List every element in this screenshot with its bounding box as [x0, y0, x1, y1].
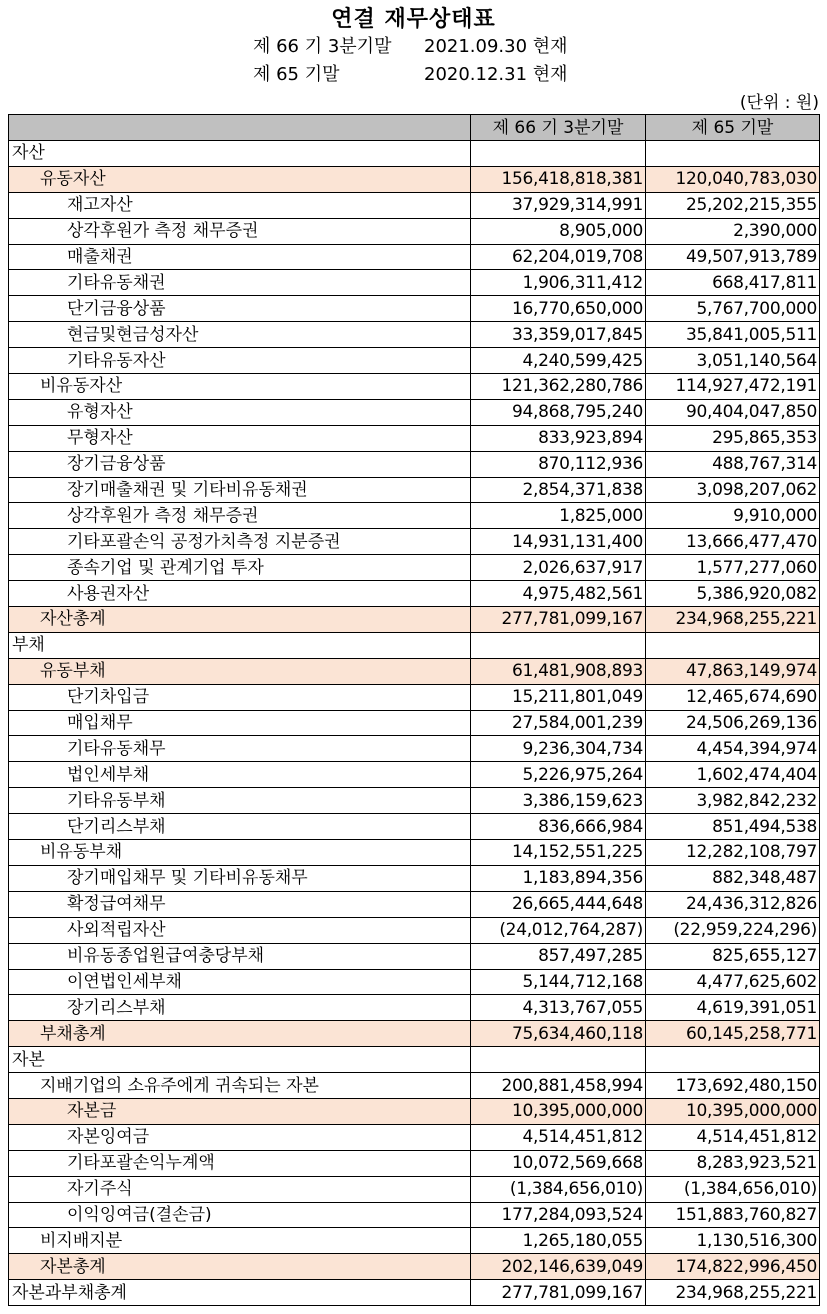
current-period-value: 177,284,093,524: [471, 1202, 646, 1228]
table-row: [9, 425, 820, 451]
current-period-value: 277,781,099,167: [471, 607, 646, 633]
prior-period-value: 1,130,516,300: [646, 1228, 820, 1254]
current-period-value: [471, 1047, 646, 1073]
account-name: 기타유동자산: [9, 348, 471, 374]
table-row: [9, 1228, 820, 1254]
table-row: [9, 503, 820, 529]
current-period-value: [471, 632, 646, 658]
prior-period-value: 3,051,140,564: [646, 348, 820, 374]
account-name: 무형자산: [9, 425, 471, 451]
table-row: [9, 840, 820, 866]
current-period-value: 15,211,801,049: [471, 684, 646, 710]
prior-period-value: 47,863,149,974: [646, 658, 820, 684]
table-row: [9, 1098, 820, 1124]
header-prior-period: 제 65 기말: [646, 115, 820, 141]
table-row: [9, 1254, 820, 1280]
prior-period-value: 1,602,474,404: [646, 762, 820, 788]
current-period-value: 833,923,894: [471, 425, 646, 451]
account-name: 매출채권: [9, 244, 471, 270]
table-row: [9, 943, 820, 969]
table-row: [9, 1176, 820, 1202]
prior-period-value: 1,577,277,060: [646, 555, 820, 581]
account-name: 상각후원가 측정 채무증권: [9, 218, 471, 244]
account-name: 장기리스부채: [9, 995, 471, 1021]
account-name: 확정급여채무: [9, 891, 471, 917]
prior-period-value: 9,910,000: [646, 503, 820, 529]
current-period-value: 156,418,818,381: [471, 166, 646, 192]
account-name: 비지배지분: [9, 1228, 471, 1254]
account-name: 법인세부채: [9, 762, 471, 788]
table-row: [9, 348, 820, 374]
table-row: [9, 529, 820, 555]
current-period-value: 5,144,712,168: [471, 969, 646, 995]
table-row: [9, 270, 820, 296]
current-period-value: [471, 141, 646, 167]
account-name: 사용권자산: [9, 581, 471, 607]
account-name: 장기금융상품: [9, 451, 471, 477]
prior-period-value: 3,982,842,232: [646, 788, 820, 814]
prior-period-value: 4,477,625,602: [646, 969, 820, 995]
table-row: [9, 1124, 820, 1150]
period-current-date: 2021.09.30 현재: [424, 36, 568, 57]
account-name: 기타포괄손익누계액: [9, 1150, 471, 1176]
table-row: [9, 555, 820, 581]
table-row: [9, 762, 820, 788]
table-row: [9, 788, 820, 814]
current-period-value: 8,905,000: [471, 218, 646, 244]
current-period-value: 121,362,280,786: [471, 374, 646, 400]
table-row: [9, 244, 820, 270]
table-row: [9, 1202, 820, 1228]
account-name: 종속기업 및 관계기업 투자: [9, 555, 471, 581]
account-name: 상각후원가 측정 채무증권: [9, 503, 471, 529]
current-period-value: 14,152,551,225: [471, 840, 646, 866]
account-name: 이연법인세부채: [9, 969, 471, 995]
current-period-value: 2,026,637,917: [471, 555, 646, 581]
prior-period-value: 35,841,005,511: [646, 322, 820, 348]
table-row: [9, 658, 820, 684]
current-period-value: 870,112,936: [471, 451, 646, 477]
table-row: [9, 969, 820, 995]
prior-period-value: 49,507,913,789: [646, 244, 820, 270]
current-period-value: (1,384,656,010): [471, 1176, 646, 1202]
account-name: 단기리스부채: [9, 814, 471, 840]
header-account: [9, 115, 471, 141]
prior-period-value: 8,283,923,521: [646, 1150, 820, 1176]
current-period-value: 33,359,017,845: [471, 322, 646, 348]
current-period-value: 4,240,599,425: [471, 348, 646, 374]
period-prior-date: 2020.12.31 현재: [424, 64, 568, 85]
current-period-value: 4,313,767,055: [471, 995, 646, 1021]
current-period-value: 75,634,460,118: [471, 1021, 646, 1047]
current-period-value: 37,929,314,991: [471, 192, 646, 218]
table-row: [9, 1047, 820, 1073]
table-row: [9, 891, 820, 917]
table-row: [9, 451, 820, 477]
table-row: [9, 399, 820, 425]
table-row: [9, 322, 820, 348]
prior-period-value: 488,767,314: [646, 451, 820, 477]
account-name: 재고자산: [9, 192, 471, 218]
table-row: [9, 684, 820, 710]
account-name: 자본: [9, 1047, 471, 1073]
current-period-value: 4,514,451,812: [471, 1124, 646, 1150]
table-row: [9, 374, 820, 400]
account-name: 자본과부채총계: [9, 1280, 471, 1306]
table-row: [9, 218, 820, 244]
table-row: [9, 995, 820, 1021]
prior-period-value: 10,395,000,000: [646, 1098, 820, 1124]
current-period-value: 1,906,311,412: [471, 270, 646, 296]
account-name: 장기매출채권 및 기타비유동채권: [9, 477, 471, 503]
prior-period-value: 120,040,783,030: [646, 166, 820, 192]
account-name: 자기주식: [9, 1176, 471, 1202]
prior-period-value: 13,666,477,470: [646, 529, 820, 555]
prior-period-value: 234,968,255,221: [646, 1280, 820, 1306]
prior-period-value: 295,865,353: [646, 425, 820, 451]
account-name: 기타유동부채: [9, 788, 471, 814]
prior-period-value: [646, 632, 820, 658]
account-name: 비유동종업원급여충당부채: [9, 943, 471, 969]
table-row: [9, 296, 820, 322]
current-period-value: 202,146,639,049: [471, 1254, 646, 1280]
current-period-value: 10,072,569,668: [471, 1150, 646, 1176]
account-name: 현금및현금성자산: [9, 322, 471, 348]
current-period-value: 61,481,908,893: [471, 658, 646, 684]
account-name: 단기차입금: [9, 684, 471, 710]
prior-period-value: [646, 1047, 820, 1073]
table-row: [9, 632, 820, 658]
current-period-value: 26,665,444,648: [471, 891, 646, 917]
table-row: [9, 477, 820, 503]
account-name: 기타유동채무: [9, 736, 471, 762]
period-prior-label: 제 65 기말: [253, 64, 340, 85]
account-name: 사외적립자산: [9, 917, 471, 943]
prior-period-value: 25,202,215,355: [646, 192, 820, 218]
account-name: 자산: [9, 141, 471, 167]
account-name: 기타유동채권: [9, 270, 471, 296]
prior-period-value: 5,386,920,082: [646, 581, 820, 607]
table-row: [9, 710, 820, 736]
prior-period-value: 4,514,451,812: [646, 1124, 820, 1150]
current-period-value: 1,825,000: [471, 503, 646, 529]
table-row: [9, 1021, 820, 1047]
account-name: 이익잉여금(결손금): [9, 1202, 471, 1228]
account-name: 자산총계: [9, 607, 471, 633]
account-name: 매입채무: [9, 710, 471, 736]
table-row: [9, 1280, 820, 1306]
prior-period-value: (1,384,656,010): [646, 1176, 820, 1202]
prior-period-value: 174,822,996,450: [646, 1254, 820, 1280]
header-row: [9, 115, 820, 141]
balance-sheet-table: [8, 114, 820, 1306]
table-row: [9, 581, 820, 607]
account-name: 기타포괄손익 공정가치측정 지분증권: [9, 529, 471, 555]
account-name: 부채총계: [9, 1021, 471, 1047]
prior-period-value: 4,454,394,974: [646, 736, 820, 762]
current-period-value: 2,854,371,838: [471, 477, 646, 503]
account-name: 비유동부채: [9, 840, 471, 866]
prior-period-value: 2,390,000: [646, 218, 820, 244]
account-name: 장기매입채무 및 기타비유동채무: [9, 865, 471, 891]
prior-period-value: 24,436,312,826: [646, 891, 820, 917]
table-row: [9, 865, 820, 891]
current-period-value: 3,386,159,623: [471, 788, 646, 814]
table-row: [9, 814, 820, 840]
prior-period-value: 851,494,538: [646, 814, 820, 840]
current-period-value: 277,781,099,167: [471, 1280, 646, 1306]
prior-period-value: 114,927,472,191: [646, 374, 820, 400]
account-name: 자본총계: [9, 1254, 471, 1280]
current-period-value: 9,236,304,734: [471, 736, 646, 762]
current-period-value: 4,975,482,561: [471, 581, 646, 607]
table-row: [9, 192, 820, 218]
prior-period-value: 151,883,760,827: [646, 1202, 820, 1228]
current-period-value: 14,931,131,400: [471, 529, 646, 555]
current-period-value: 27,584,001,239: [471, 710, 646, 736]
page-title: 연결 재무상태표: [331, 7, 496, 32]
prior-period-value: [646, 141, 820, 167]
table-row: [9, 736, 820, 762]
current-period-value: (24,012,764,287): [471, 917, 646, 943]
prior-period-value: 668,417,811: [646, 270, 820, 296]
current-period-value: 200,881,458,994: [471, 1073, 646, 1099]
table-row: [9, 1150, 820, 1176]
table-row: [9, 1073, 820, 1099]
account-name: 부채: [9, 632, 471, 658]
current-period-value: 16,770,650,000: [471, 296, 646, 322]
current-period-value: 1,183,894,356: [471, 865, 646, 891]
account-name: 자본잉여금: [9, 1124, 471, 1150]
prior-period-value: 24,506,269,136: [646, 710, 820, 736]
current-period-value: 62,204,019,708: [471, 244, 646, 270]
prior-period-value: 60,145,258,771: [646, 1021, 820, 1047]
unit-label: (단위 : 원): [739, 93, 819, 113]
account-name: 자본금: [9, 1098, 471, 1124]
table-row: [9, 141, 820, 167]
current-period-value: 94,868,795,240: [471, 399, 646, 425]
current-period-value: 5,226,975,264: [471, 762, 646, 788]
table-row: [9, 917, 820, 943]
header-current-period: 제 66 기 3분기말: [471, 115, 646, 141]
account-name: 지배기업의 소유주에게 귀속되는 자본: [9, 1073, 471, 1099]
prior-period-value: 3,098,207,062: [646, 477, 820, 503]
account-name: 유동부채: [9, 658, 471, 684]
account-name: 유동자산: [9, 166, 471, 192]
current-period-value: 1,265,180,055: [471, 1228, 646, 1254]
current-period-value: 857,497,285: [471, 943, 646, 969]
prior-period-value: 90,404,047,850: [646, 399, 820, 425]
current-period-value: 10,395,000,000: [471, 1098, 646, 1124]
prior-period-value: 4,619,391,051: [646, 995, 820, 1021]
prior-period-value: 173,692,480,150: [646, 1073, 820, 1099]
prior-period-value: (22,959,224,296): [646, 917, 820, 943]
account-name: 단기금융상품: [9, 296, 471, 322]
prior-period-value: 12,465,674,690: [646, 684, 820, 710]
prior-period-value: 5,767,700,000: [646, 296, 820, 322]
prior-period-value: 234,968,255,221: [646, 607, 820, 633]
prior-period-value: 825,655,127: [646, 943, 820, 969]
prior-period-value: 882,348,487: [646, 865, 820, 891]
table-row: [9, 166, 820, 192]
account-name: 유형자산: [9, 399, 471, 425]
period-current-label: 제 66 기 3분기말: [253, 36, 392, 57]
account-name: 비유동자산: [9, 374, 471, 400]
table-body: [9, 141, 820, 1306]
table-row: [9, 607, 820, 633]
prior-period-value: 12,282,108,797: [646, 840, 820, 866]
current-period-value: 836,666,984: [471, 814, 646, 840]
